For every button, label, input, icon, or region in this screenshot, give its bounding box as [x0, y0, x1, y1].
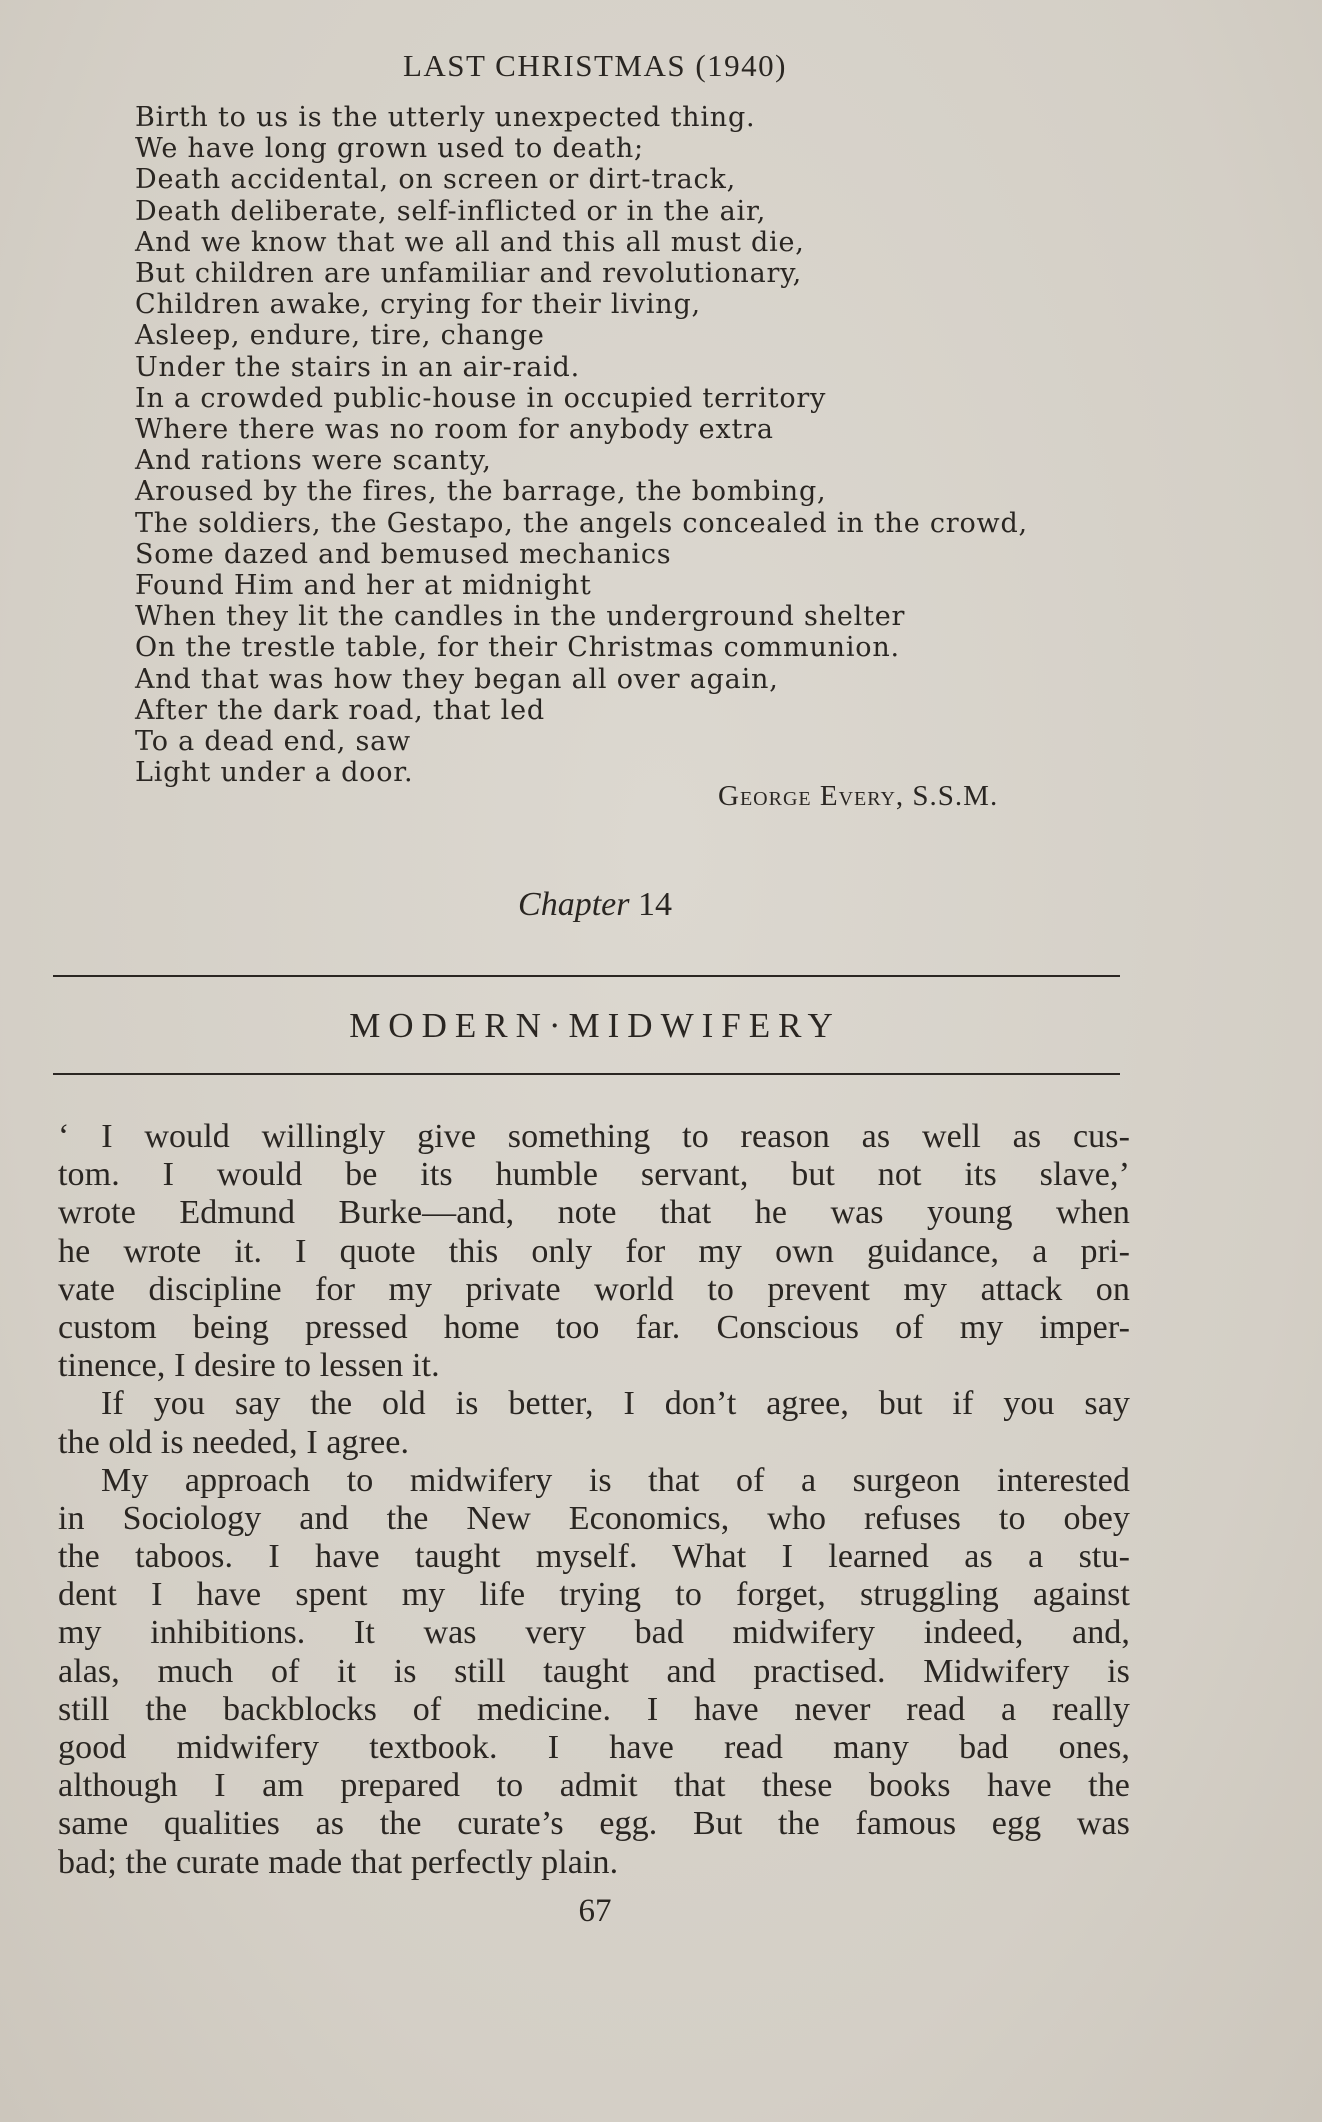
body-line: tinence, I desire to lessen it. — [58, 1347, 440, 1385]
poem-line: Light under a door. — [135, 757, 414, 789]
body-line: still the backblocks of medicine. I have never read a really — [58, 1690, 1130, 1728]
poem-line: But children are unfamiliar and revolutionary, — [135, 258, 803, 290]
body-line: dent I have spent my life trying to forget, struggling against — [58, 1576, 1130, 1614]
poem-line: The soldiers, the Gestapo, the angels concealed in the crowd, — [135, 507, 1028, 539]
body-line: good midwifery textbook. I have read many bad ones, — [58, 1729, 1130, 1766]
chapter-rule-top — [53, 975, 1120, 977]
body-line: If you say the old is better, I don’t agree, but if you say — [101, 1385, 1130, 1423]
poem-line: Children awake, crying for their living, — [135, 289, 701, 321]
body-line: vate discipline for my private world to prevent my attack on — [58, 1270, 1130, 1308]
body-line: although I am prepared to admit that these books have the — [58, 1767, 1130, 1805]
body-line: the old is needed, I agree. — [58, 1423, 410, 1461]
poem-line: And rations were scanty, — [135, 445, 492, 477]
body-line: wrote Edmund Burke—and, note that he was young when — [58, 1194, 1130, 1232]
body-line: tom. I would be its humble servant, but not its slave,’ — [58, 1156, 1130, 1194]
body-line: my inhibitions. It was very bad midwifery indeed, and, — [58, 1614, 1130, 1652]
poem-line: When they lit the candles in the underground shelter — [135, 601, 906, 633]
page-number: 67 — [578, 1893, 612, 1929]
chapter-title: MODERN·MIDWIFERY — [349, 1006, 841, 1045]
poem-line: Where there was no room for anybody extra — [135, 414, 774, 446]
body-text — [58, 1118, 1130, 1882]
running-head: LAST CHRISTMAS (1940) — [402, 48, 788, 83]
poem-line: Under the stairs in an air-raid. — [135, 351, 581, 383]
poem-line: To a dead end, saw — [135, 726, 411, 758]
poem-line: And we know that we all and this all must die, — [135, 226, 805, 258]
body-line: My approach to midwifery is that of a surgeon interested — [101, 1461, 1130, 1499]
chapter-label — [0, 886, 1190, 924]
poem — [135, 102, 1028, 788]
chapter-label-number: 14 — [637, 886, 672, 923]
poem-line: Death deliberate, self-inflicted or in the air, — [135, 195, 767, 227]
body-line: he wrote it. I quote this only for my own guidance, a pri- — [58, 1232, 1130, 1270]
poem-line: Aroused by the fires, the barrage, the bombing, — [135, 476, 827, 508]
body-line: alas, much of it is still taught and practised. Midwifery is — [58, 1652, 1130, 1690]
body-line: ‘ I would willingly give something to reason as well as cus- — [58, 1118, 1130, 1155]
body-line: bad; the curate made that perfectly plain. — [58, 1843, 619, 1881]
poem-line: Death accidental, on screen or dirt-track, — [135, 164, 737, 196]
poem-line: In a crowded public-house in occupied territory — [135, 382, 827, 414]
poem-line: After the dark road, that led — [135, 694, 545, 726]
poem-line: Birth to us is the utterly unexpected thing. — [135, 102, 756, 133]
poem-attribution: George Every, S.S.M. — [718, 780, 999, 812]
body-line: the taboos. I have taught myself. What I learned as a stu- — [58, 1538, 1130, 1576]
poem-line: Found Him and her at midnight — [135, 570, 592, 602]
poem-line: We have long grown used to death; — [135, 133, 644, 165]
poem-line: Some dazed and bemused mechanics — [135, 538, 672, 570]
poem-line: And that was how they began all over again, — [135, 663, 779, 695]
body-line: custom being pressed home too far. Conscious of my imper- — [58, 1308, 1130, 1346]
body-line: same qualities as the curate’s egg. But the famous egg was — [58, 1805, 1130, 1843]
chapter-label-word: Chapter — [518, 886, 630, 923]
body-line: in Sociology and the New Economics, who refuses to obey — [58, 1499, 1130, 1537]
poem-line: On the trestle table, for their Christmas communion. — [135, 632, 900, 664]
poem-line: Asleep, endure, tire, change — [135, 320, 545, 352]
chapter-rule-bottom — [53, 1073, 1120, 1075]
